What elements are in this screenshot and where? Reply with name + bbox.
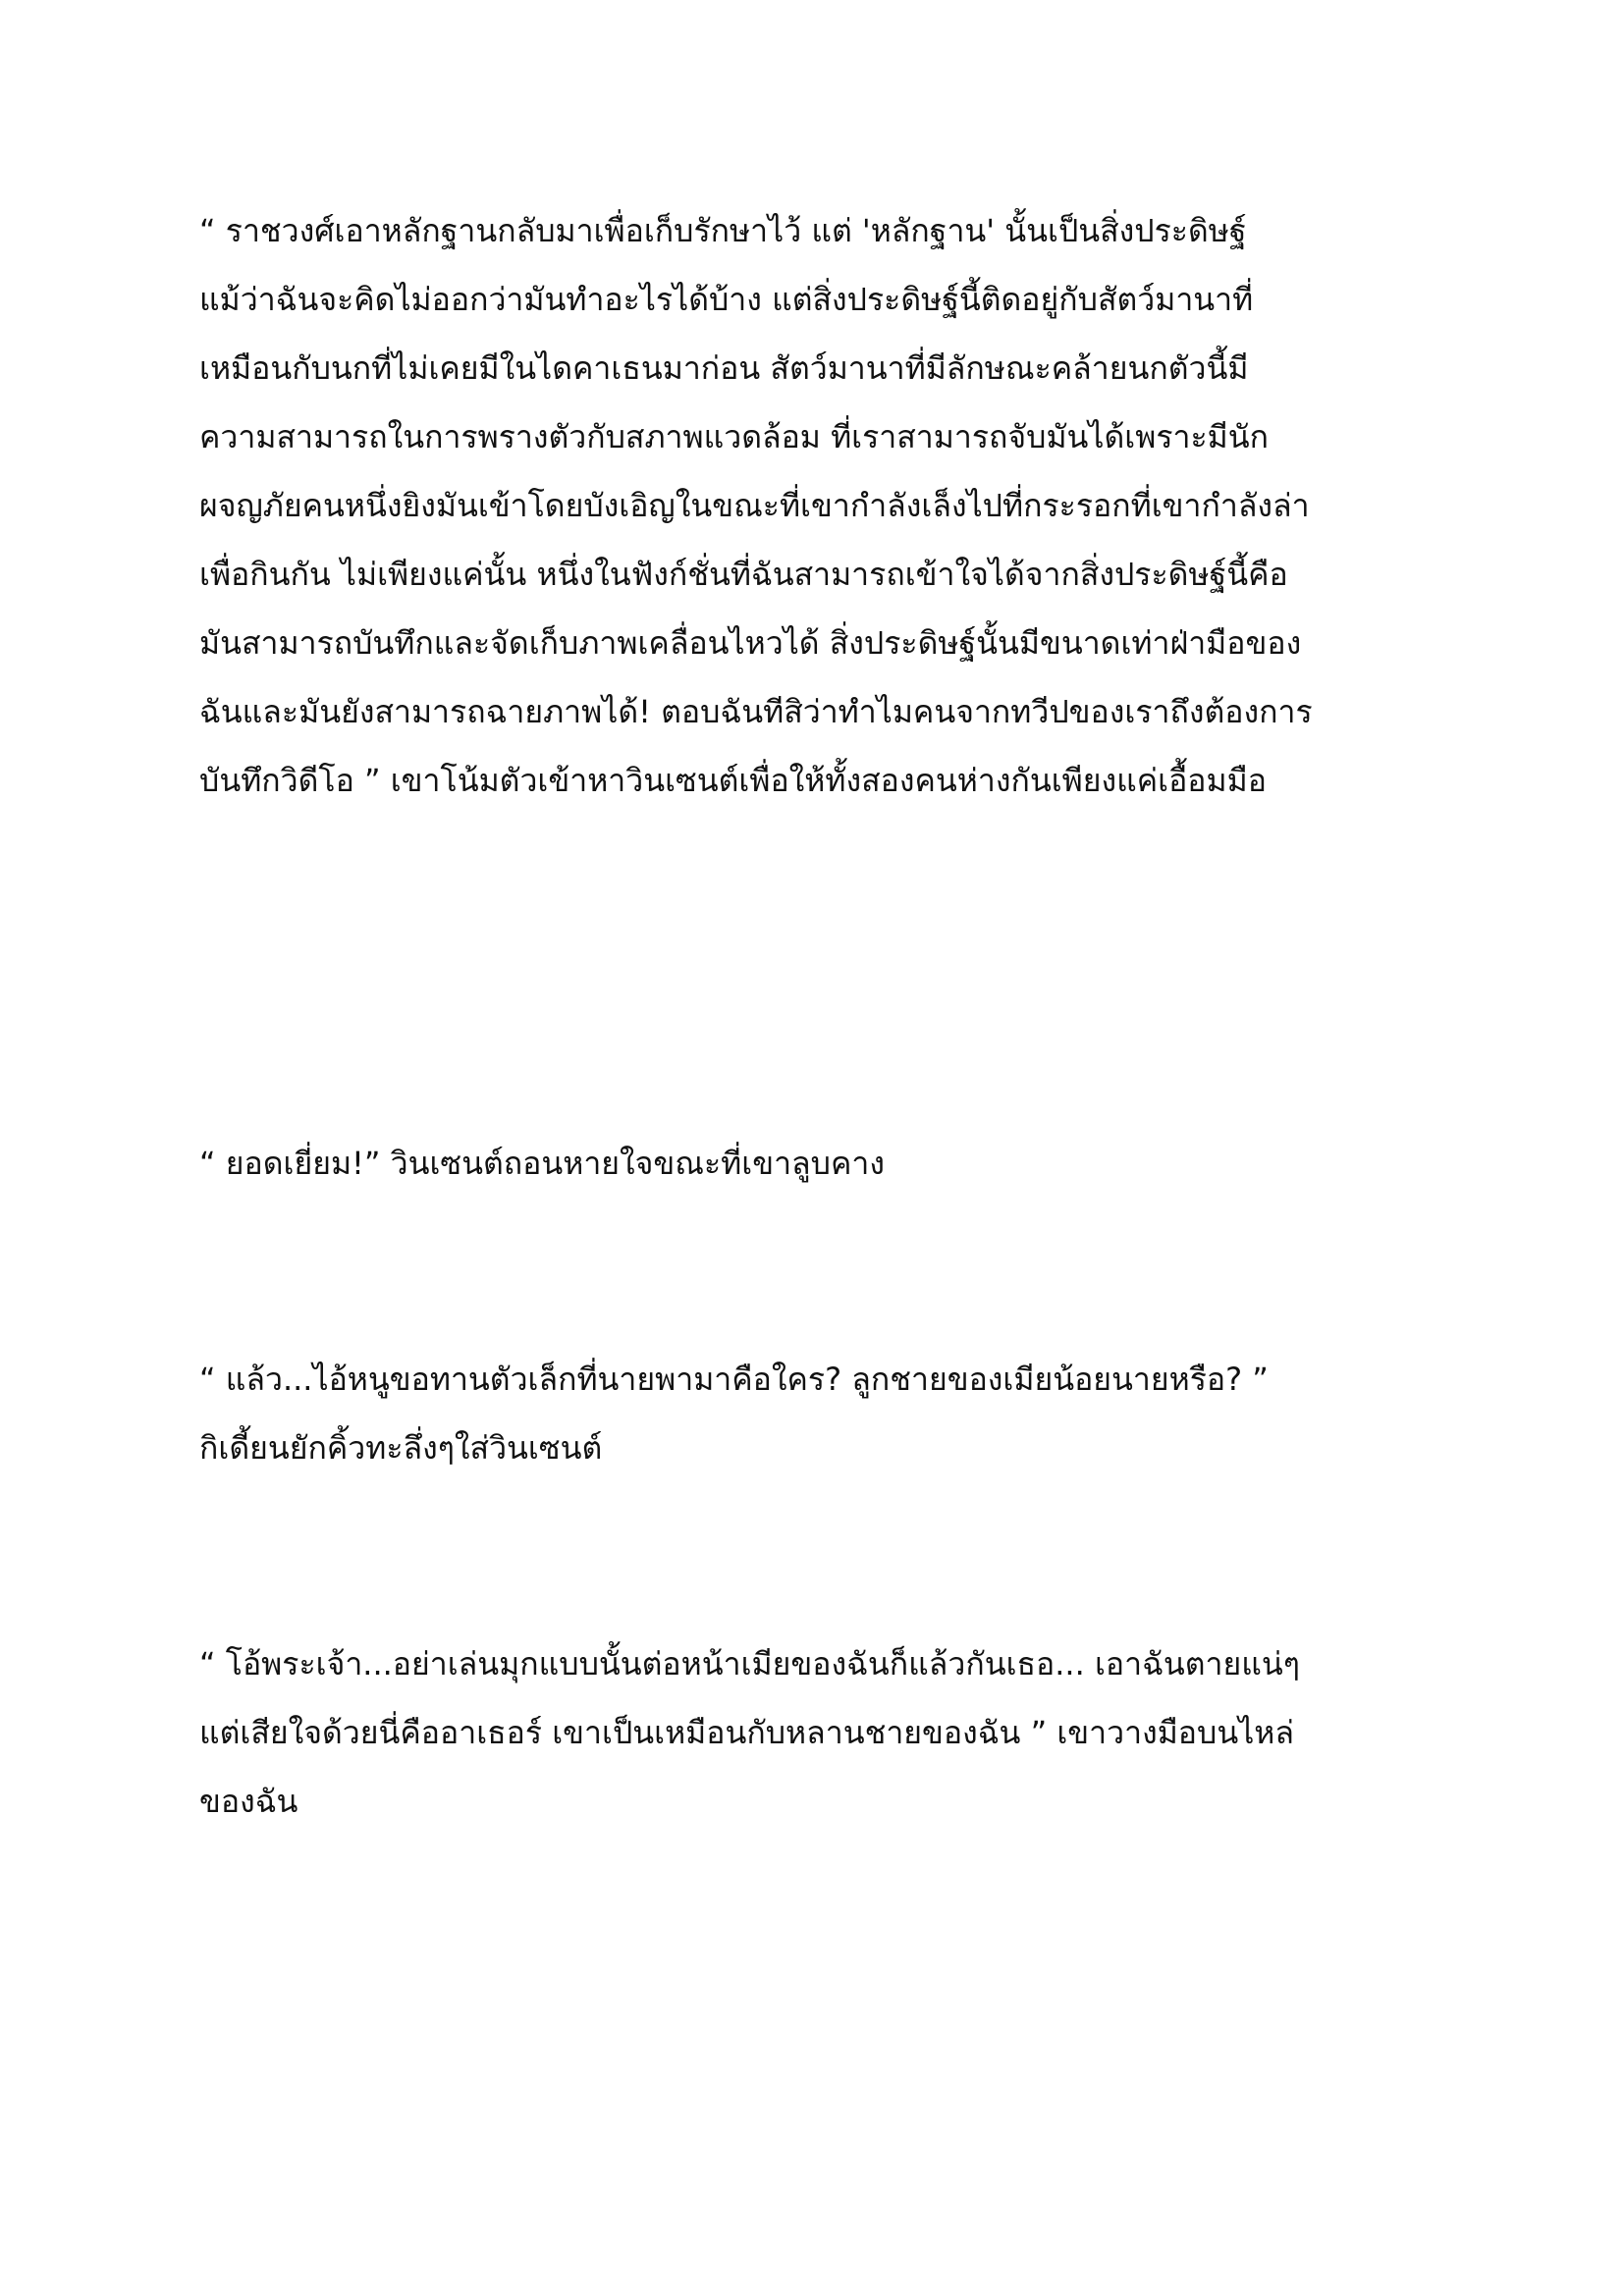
text-line: “ แล้ว...ไอ้หนูขอทานตัวเล็กที่นายพามาคือใคร? ลูกชายของเมียน้อยนายหรือ? ” <box>199 1361 1269 1398</box>
text-line: ของฉัน <box>199 1783 298 1820</box>
paragraph-1 <box>199 196 1446 815</box>
text-line: มันสามารถบันทึกและจัดเก็บภาพเคลื่อนไหวได้ สิ่งประดิษฐ์นั้นมีขนาดเท่าฝ่ามือของ <box>199 624 1302 662</box>
text-line: “ ยอดเยี่ยม!” วินเซนต์ถอนหายใจขณะที่เขาลูบคาง <box>199 1145 885 1182</box>
paragraph-4 <box>199 1629 1446 1836</box>
text-line: บันทึกวิดีโอ ” เขาโน้มตัวเข้าหาวินเซนต์เพื่อให้ทั้งสองคนห่างกันเพียงแค่เอื้อมมือ <box>199 762 1267 799</box>
text-line: “ ราชวงศ์เอาหลักฐานกลับมาเพื่อเก็บรักษาไว้ แต่ 'หลักฐาน' นั้นเป็นสิ่งประดิษฐ์ <box>199 212 1247 249</box>
text-line: กิเดี้ยนยักคิ้วทะลึ่งๆใส่วินเซนต์ <box>199 1429 603 1467</box>
paragraph-2 <box>199 1129 1446 1198</box>
text-line: แม้ว่าฉันจะคิดไม่ออกว่ามันทำอะไรได้บ้าง แต่สิ่งประดิษฐ์นี้ติดอยู่กับสัตว์มานาที่ <box>199 281 1254 318</box>
text-line: ความสามารถในการพรางตัวกับสภาพแวดล้อม ที่เราสามารถจับมันได้เพราะมีนัก <box>199 418 1269 455</box>
text-line: แต่เสียใจด้วยนี่คืออาเธอร์ เขาเป็นเหมือนกับหลานชายของฉัน ” เขาวางมือบนไหล่ <box>199 1714 1294 1751</box>
text-line: ผจญภัยคนหนึ่งยิงมันเข้าโดยบังเอิญในขณะที่เขากำลังเล็งไปที่กระรอกที่เขากำลังล่า <box>199 487 1310 524</box>
text-line: เพื่อกินกัน ไม่เพียงแค่นั้น หนึ่งในฟังก์ชั่นที่ฉันสามารถเข้าใจได้จากสิ่งประดิษฐ์นี้คือ <box>199 556 1288 593</box>
text-line: ฉันและมันยังสามารถฉายภาพได้! ตอบฉันทีสิว่าทำไมคนจากทวีปของเราถึงต้องการ <box>199 693 1313 730</box>
text-line: เหมือนกับนกที่ไม่เคยมีในไดคาเธนมาก่อน สัตว์มานาที่มีลักษณะคล้ายนกตัวนี้มี <box>199 349 1249 387</box>
paragraph-3 <box>199 1345 1446 1482</box>
text-line: “ โอ้พระเจ้า...อย่าเล่นมุกแบบนั้นต่อหน้าเมียของฉันก็แล้วกันเธอ... เอาฉันตายแน่ๆ <box>199 1645 1300 1682</box>
